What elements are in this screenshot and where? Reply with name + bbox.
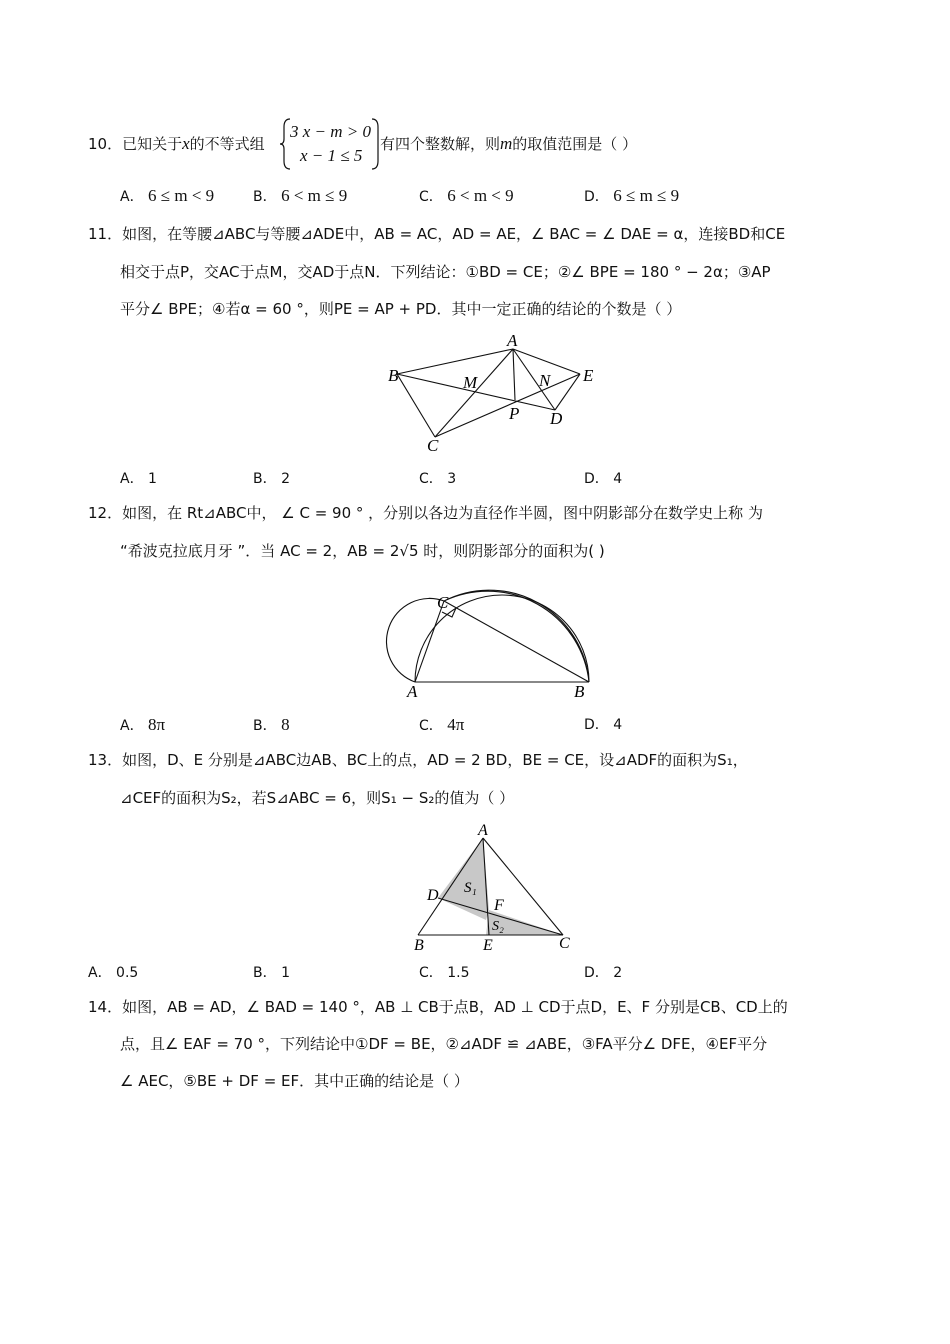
q13-label-b: B [414,937,424,954]
q10-stem: 10．已知关于x的不等式组 [88,134,265,153]
q11-option-c[interactable]: C． 3 [419,471,457,487]
q11-figure [385,330,600,455]
q11-option-d[interactable]: D． 4 [584,471,623,487]
q12-option-d[interactable]: D． 4 [584,717,623,733]
q13-label-s1: S₁ [464,880,477,896]
q12-label-c: C [437,593,449,612]
q13-label-s2: S₂ [492,919,504,934]
q11-label-n: N [539,371,551,390]
q10-option-b[interactable]: B． 6 < m ≤ 9 [253,186,348,205]
q11-option-a[interactable]: A． 1 [120,471,157,487]
q10-option-c[interactable]: C． 6 < m < 9 [419,186,514,205]
q11-stem-line-3: 平分∠ BPE；④若α = 60 °，则PE = AP + PD．其中一定正确的结论的个数是（ ） [120,300,682,318]
q12-figure [385,570,600,705]
q10-stem-suffix: 有四个整数解，则m的取值范围是（ ） [380,134,638,153]
q14-stem-line-3: ∠ AEC，⑤BE + DF = EF．其中正确的结论是（ ） [120,1072,469,1090]
q13-label-f: F [494,897,504,914]
q13-figure [410,820,580,955]
q12-option-a[interactable]: A． 8π [120,715,166,734]
q14-stem-line-1: 14．如图，AB = AD，∠ BAD = 140 °，AB ⊥ CB于点B，AD ⊥ CD于点D，E、F 分别是CB、CD上的 [88,998,788,1016]
q10-option-a[interactable]: A． 6 ≤ m < 9 [120,186,215,205]
q13-stem-line-1: 13．如图，D、E 分别是⊿ABC边AB、BC上的点，AD = 2 BD，BE = CE，设⊿ADF的面积为S₁， [88,751,748,769]
q12-stem-line-1: 12．如图，在 Rt⊿ABC中， ∠ C = 90 ° ，分别以各边为直径作半圆，图中阴影部分在数学史上称 为 [88,504,763,522]
q11-label-m: M [463,373,478,392]
q13-label-c: C [559,935,570,952]
q11-stem-line-2: 相交于点P，交AC于点M，交AD于点N．下列结论：①BD = CE；②∠ BPE = 180 ° − 2α；③AP [120,263,771,281]
q12-label-a: A [407,682,418,701]
q11-option-b[interactable]: B． 2 [253,471,290,487]
q12-stem-line-2: “希波克拉底月牙 ”．当 AC = 2，AB = 2√5 时，则阴影部分的面积为( ) [120,542,605,560]
q12-label-b: B [574,682,585,701]
q13-option-c[interactable]: C． 1.5 [419,965,470,981]
q11-label-d: D [550,409,563,428]
q14-stem-line-2: 点，且∠ EAF = 70 °，下列结论中①DF = BE，②⊿ADF ≌ ⊿ABE，③FA平分∠ DFE，④EF平分 [120,1035,768,1053]
q13-option-a[interactable]: A． 0.5 [88,965,139,981]
q10-inequality-1: 3 x − m > 0 [290,122,372,141]
q11-stem-line-1: 11．如图，在等腰⊿ABC与等腰⊿ADE中，AB = AC，AD = AE，∠ BAC = ∠ DAE = α，连接BD和CE [88,225,786,243]
q13-stem-line-2: ⊿CEF的面积为S₂，若S⊿ABC = 6，则S₁ − S₂的值为（ ） [120,789,515,807]
q12-option-c[interactable]: C． 4π [419,715,465,734]
q11-label-a: A [507,331,518,350]
q10-option-d[interactable]: D． 6 ≤ m ≤ 9 [584,186,680,205]
q11-label-p: P [509,404,520,423]
q13-option-b[interactable]: B． 1 [253,965,290,981]
q13-label-a: A [478,822,488,839]
q13-label-e: E [483,937,493,954]
q11-label-b: B [388,366,399,385]
q11-label-c: C [427,436,439,455]
q12-option-b[interactable]: B． 8 [253,715,290,734]
q10-inequality-2: x − 1 ≤ 5 [300,146,363,165]
q13-label-d: D [427,887,439,904]
q13-option-d[interactable]: D． 2 [584,965,623,981]
q11-label-e: E [583,366,594,385]
